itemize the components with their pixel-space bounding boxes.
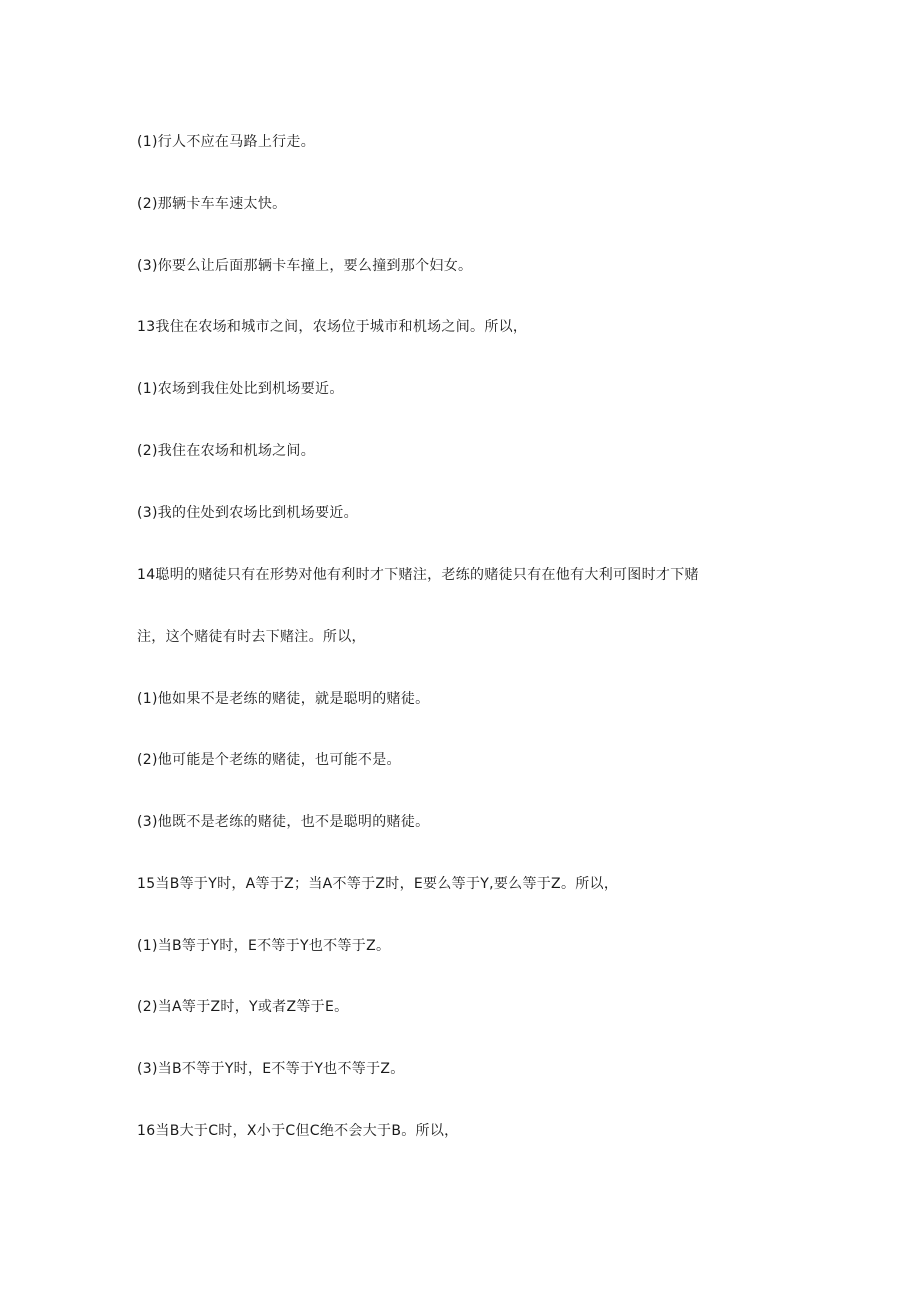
option-line: (3)我的住处到农场比到机场要近。 xyxy=(137,505,358,521)
option-line: (1)当B等于Y时，E不等于Y也不等于Z。 xyxy=(137,938,391,954)
option-line: (3)他既不是老练的赌徒，也不是聪明的赌徒。 xyxy=(137,814,430,830)
question-13: 13我住在农场和城市之间，农场位于城市和机场之间。所以， xyxy=(137,319,528,335)
option-line: (2)他可能是个老练的赌徒，也可能不是。 xyxy=(137,752,401,768)
question-16: 16当B大于C时，X小于C但C绝不会大于B。所以， xyxy=(137,1123,459,1139)
option-line: (2)当A等于Z时，Y或者Z等于E。 xyxy=(137,999,349,1015)
option-line: (2)我住在农场和机场之间。 xyxy=(137,443,316,459)
option-line: (3)当B不等于Y时，E不等于Y也不等于Z。 xyxy=(137,1061,405,1077)
question-15: 15当B等于Y时，A等于Z；当A不等于Z时，E要么等于Y,要么等于Z。所以， xyxy=(137,876,619,892)
option-line: (1)他如果不是老练的赌徒，就是聪明的赌徒。 xyxy=(137,691,430,707)
question-14: 14聪明的赌徒只有在形势对他有利时才下赌注，老练的赌徒只有在他有大利可图时才下赌 xyxy=(137,567,699,583)
option-line: (3)你要么让后面那辆卡车撞上，要么撞到那个妇女。 xyxy=(137,258,473,274)
option-line: (2)那辆卡车车速太快。 xyxy=(137,196,287,212)
option-line: (1)行人不应在马路上行走。 xyxy=(137,134,316,150)
question-14-continued: 注，这个赌徒有时去下赌注。所以， xyxy=(137,629,366,645)
option-line: (1)农场到我住处比到机场要近。 xyxy=(137,381,344,397)
